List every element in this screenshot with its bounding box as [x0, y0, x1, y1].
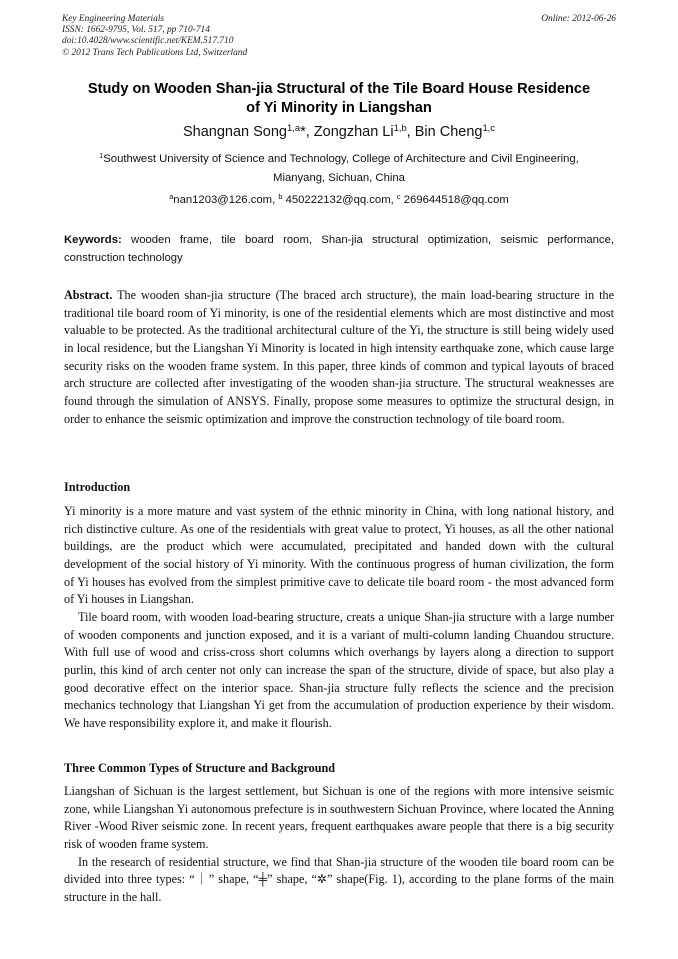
title-line-1: Study on Wooden Shan-jia Structural of the Tile Board House Residence: [87, 81, 591, 97]
author-affiliation-mark: 1,b: [393, 121, 407, 133]
author-list: [60, 122, 618, 142]
author-name: Zongzhan Li: [313, 124, 394, 140]
title-line-2: of Yi Minority in Liangshan: [246, 100, 432, 116]
author-name: Bin Cheng: [414, 124, 483, 140]
section-paragraph-1: Liangshan of Sichuan is the largest settlement, but Sichuan is one of the regions with more intensive seismic zone, while Liangshan Yi autonomous prefecture is in southwestern Sichuan Province, where located the Anning River -Wood River seismic zone. In recent years, frequent earthquakes aware people that there is a big security risk of wooden frame system.: [64, 784, 614, 851]
introduction-paragraph-2: Tile board room, with wooden load-bearing structure, creats a unique Shan-jia structure with a large number of wooden components and junction exposed, and it is a variant of multi-column landing Chuandou structure. With full use of wood and criss-cross short columns which overhangs by layers along a direction to support purlin, this kind of arch center not only can increase the span of the structure, divide of space, but also play a good decorative effect on the interior space. Shan-jia structure fully reflects the science and the precision mechanics technology that Liangshan Yi get from the accumulation of production experience by their wisdom. We have responsibility explore it, and make it flourish.: [64, 609, 614, 730]
author-affiliation-mark: 1,a: [286, 121, 301, 133]
affiliation-mark: 1: [99, 150, 104, 160]
section-heading: Three Common Types of Structure and Background: [64, 761, 336, 775]
keywords-text: wooden frame, tile board room, Shan-jia structural optimization, seismic performance, construction technology: [64, 234, 614, 264]
author-separator: ,: [406, 124, 415, 140]
introduction-body: [64, 503, 614, 733]
journal-header: [62, 14, 616, 59]
keywords-label: Keywords:: [64, 234, 122, 246]
author-emails: [60, 192, 618, 208]
introduction-paragraph-1: Yi minority is a more mature and vast system of the ethnic minority in China, with long national history, and rich distinctive culture. As one of the residentials with great value to protect, Yi houses, as all the other national buildings, are the product which were accumulated, precipitated and handed down with the cultural development of the social history of Yi minority. With the continuous progress of human civilization, the form of Yi houses has evolved from the simplest primitive cave to delicate tile board room - the most advanced form of Yi houses in Liangshan.: [64, 504, 614, 607]
email-address[interactable]: 269644518@qq.com: [403, 194, 509, 206]
copyright-line: © 2012 Trans Tech Publications Ltd, Switzerland: [62, 47, 248, 58]
affiliation-line-1: Southwest University of Science and Technology, College of Architecture and Civil Engineering,: [103, 153, 579, 165]
online-date: Online: 2012-06-26: [541, 14, 616, 24]
email-address[interactable]: nan1203@126.com: [173, 194, 273, 206]
doi-line: doi:10.4028/www.scientific.net/KEM.517.710: [62, 36, 234, 47]
email-mark: c: [396, 191, 401, 201]
paper-title: [60, 80, 618, 118]
section-paragraph-2: In the research of residential structure, we find that Shan-jia structure of the wooden tile board room can be divided into three types: “｜” shape, “╪” shape, “✲” shape(Fig. 1), according to the plane forms of the main structure in the hall.: [64, 854, 614, 904]
affiliation: [60, 150, 618, 188]
author-affiliation-mark: 1,c: [482, 121, 496, 133]
abstract-label: Abstract.: [64, 288, 113, 302]
section-body: [64, 783, 614, 907]
affiliation-line-2: Mianyang, Sichuan, China: [273, 172, 405, 184]
issn-line: ISSN: 1662-9795, Vol. 517, pp 710-714: [62, 25, 210, 36]
abstract: [64, 287, 614, 428]
abstract-text: The wooden shan-jia structure (The braced arch structure), the main load-bearing structure in the traditional tile board room of Yi minority, is one of the residential elements which are most distinctive and most valuable to be protected. As the traditional architectural culture of the Yi, the structure is still being widely used in local residence, but the Liangshan Yi Minority is located in high intensity earthquake zone, which cause large security risks on the wooden frame system. In this paper, three kinds of common and typical layouts of braced arch structure are collected after investigating of the wooden shan-jia structure. The structural weaknesses are found through the simulation of ANSYS. Finally, propose some measures to optimize the structural design, in order to enhance the seismic optimization and improve the construction technology of tile board room.: [64, 288, 614, 426]
author-name: Shangnan Song: [182, 124, 287, 140]
introduction-heading: Introduction: [64, 480, 131, 494]
author-separator: ,: [305, 124, 314, 140]
keywords: [64, 232, 614, 267]
email-address[interactable]: 450222132@qq.com: [285, 194, 391, 206]
email-mark: b: [278, 191, 283, 201]
email-separator: ,: [390, 194, 397, 206]
email-mark: a: [169, 191, 174, 201]
corresponding-author-mark: *: [300, 124, 306, 140]
email-separator: ,: [272, 194, 279, 206]
journal-name: Key Engineering Materials: [62, 14, 165, 24]
